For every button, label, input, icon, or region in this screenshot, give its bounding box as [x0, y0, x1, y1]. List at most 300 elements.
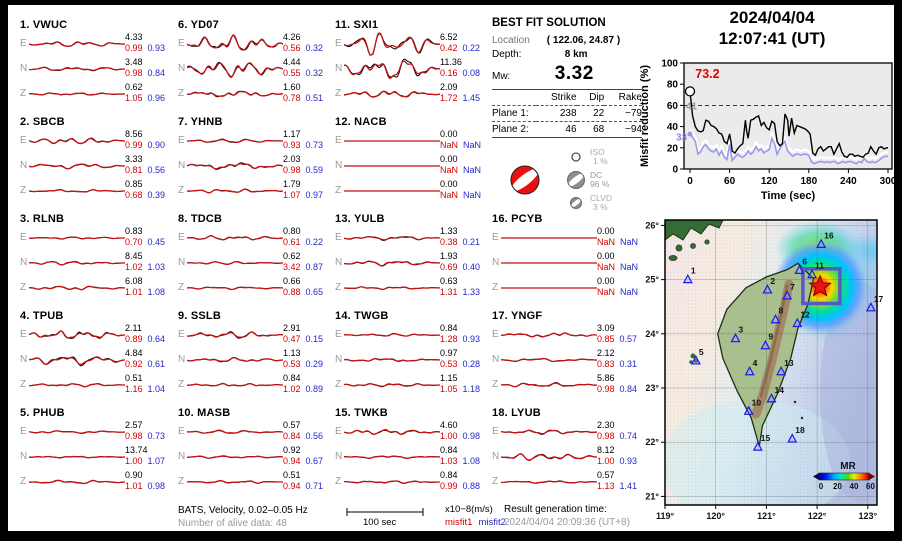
waveform-trace: [187, 179, 283, 203]
station-title: 12. NACB: [335, 116, 387, 128]
misfit2-value: 0.98: [147, 481, 166, 491]
mw-label: Mw:: [492, 71, 511, 82]
waveform-trace: [187, 373, 283, 397]
location-row: [492, 35, 654, 46]
waveform-row-YNGF-E: [492, 323, 646, 347]
peak-amplitude: 0.63: [440, 276, 458, 286]
waveform-trace: [344, 154, 440, 178]
waveform-row-RLNB-N: [20, 251, 174, 275]
component-label: N: [335, 63, 343, 74]
station-TWGB: [335, 310, 489, 397]
component-label: N: [20, 63, 28, 74]
misfit2-value: NaN: [620, 262, 639, 272]
component-label: E: [492, 426, 499, 437]
best-fit-solution-panel: [492, 17, 654, 217]
station-PHUB: [20, 407, 174, 494]
waveform-trace: [344, 348, 440, 372]
misfit2-value: 0.98: [462, 431, 481, 441]
waveform-trace: [29, 470, 125, 494]
misfit1-legend: misfit1: [445, 517, 473, 528]
colorbar-tick-label: 0: [818, 482, 824, 491]
dc-pct: 96 %: [590, 179, 610, 189]
waveform-trace: [344, 373, 440, 397]
misfit2-value: 0.71: [305, 481, 324, 491]
station-title: 6. YD07: [178, 19, 219, 31]
waveform-row-RLNB-E: [20, 226, 174, 250]
component-label: Z: [20, 476, 27, 487]
trace-values: [283, 129, 332, 151]
misfit1-value: 0.99: [440, 481, 458, 491]
waveform-trace: [187, 445, 283, 469]
waveform-trace: [187, 470, 283, 494]
waveform-trace: [29, 57, 125, 81]
plane2-rake: −94: [604, 122, 642, 138]
station-marker-label: 18: [795, 424, 805, 435]
trace-values: [440, 323, 489, 345]
station-marker-label: 8: [778, 305, 784, 316]
clvd-pct: 3 %: [593, 202, 608, 212]
waveform-trace: [29, 348, 125, 372]
peak-amplitude: 0.00: [597, 251, 615, 261]
station-marker-label: 13: [784, 357, 794, 368]
waveform-row-TPUB-Z: [20, 373, 174, 397]
station-MASB: [178, 407, 332, 494]
waveform-row-YHNB-E: [178, 129, 332, 153]
misfit1-value: 0.55: [283, 68, 301, 78]
misfit1-value: NaN: [597, 237, 616, 247]
waveform-row-MASB-N: [178, 445, 332, 469]
peak-amplitude: 4.84: [125, 348, 143, 358]
trace-values: [283, 348, 332, 370]
misfit2-value: NaN: [463, 190, 482, 200]
station-marker-label: 17: [873, 293, 884, 304]
misfit1-value: 0.53: [440, 359, 458, 369]
misfit1-value: 0.98: [125, 68, 143, 78]
waveform-trace: [344, 251, 440, 275]
svg-text:120: 120: [760, 176, 778, 187]
waveform-trace: [501, 373, 597, 397]
misfit2-value: 0.84: [147, 68, 166, 78]
misfit1-value: 0.99: [125, 140, 143, 150]
lat-label: 25°: [645, 274, 659, 285]
trace-values: [440, 226, 489, 248]
misfit2-value: 0.40: [462, 262, 481, 272]
component-label: E: [178, 232, 185, 243]
component-label: Z: [335, 282, 342, 293]
misfit1-value: 0.47: [283, 334, 301, 344]
misfit2-value: 1.45: [462, 93, 481, 103]
station-marker-label: 4: [752, 357, 758, 368]
waveform-trace: [29, 154, 125, 178]
peak-amplitude: 0.51: [125, 373, 143, 383]
plane2-dip: 68: [577, 122, 605, 138]
misfit1-value: 0.84: [283, 431, 301, 441]
trace-values: [440, 373, 489, 395]
waveform-trace: [187, 82, 283, 106]
waveform-trace: [29, 323, 125, 347]
waveform-trace: [344, 323, 440, 347]
peak-amplitude: 1.15: [440, 373, 458, 383]
trace-values: [125, 373, 174, 395]
misfit1-value: 0.53: [283, 359, 301, 369]
lon-label: 119°: [655, 511, 675, 521]
waveform-trace: [344, 129, 440, 153]
station-marker-label: 5: [698, 346, 704, 357]
misfit2-value: 0.89: [305, 384, 324, 394]
component-label: Z: [492, 379, 499, 390]
waveform-row-YNGF-N: [492, 348, 646, 372]
trace-values: [283, 57, 332, 79]
colorbar-tick-label: 40: [849, 482, 859, 491]
peak-amplitude: 4.33: [125, 32, 143, 42]
iso-pct: 1 %: [593, 156, 608, 166]
misfit2-legend: misfit2: [478, 517, 506, 528]
misfit2-value: 0.32: [305, 43, 324, 53]
peak-amplitude: 2.11: [125, 323, 142, 333]
waveform-trace: [29, 179, 125, 203]
svg-text:41: 41: [686, 101, 698, 113]
table-row: [492, 106, 642, 122]
peak-amplitude: 0.57: [597, 470, 615, 480]
misfit2-value: 0.32: [305, 68, 324, 78]
waveform-trace: [501, 226, 597, 250]
trace-values: [440, 276, 489, 298]
origin-date: 2024/04/04: [729, 8, 815, 27]
component-label: E: [492, 232, 499, 243]
misfit1-value: 0.98: [283, 165, 301, 175]
waveform-row-SBCB-E: [20, 129, 174, 153]
waveform-row-TWGB-N: [335, 348, 489, 372]
svg-text:40: 40: [666, 122, 678, 134]
peak-amplitude: 0.84: [283, 373, 301, 383]
component-label: Z: [178, 282, 185, 293]
waveform-row-TDCB-E: [178, 226, 332, 250]
station-title: 18. LYUB: [492, 407, 541, 419]
trace-values: [283, 373, 332, 395]
scalebar-label: 100 sec: [363, 517, 397, 528]
waveform-trace: [187, 129, 283, 153]
station-YULB: [335, 213, 489, 300]
peak-amplitude: 4.26: [283, 32, 301, 42]
colorbar-title: MR: [840, 461, 856, 472]
misfit1-value: 0.69: [440, 262, 458, 272]
generation-time-value: 2024/04/04 20:09:36 (UT+8): [504, 517, 630, 528]
misfit1-value: 0.88: [283, 287, 301, 297]
misfit1-value: 0.16: [440, 68, 458, 78]
lon-label: 123°: [858, 511, 878, 521]
waveform-row-MASB-E: [178, 420, 332, 444]
plane2-label: Plane 2:: [492, 122, 536, 138]
station-SBCB: [20, 116, 174, 203]
trace-values: [283, 470, 332, 492]
waveform-trace: [29, 445, 125, 469]
misfit1-value: 0.99: [125, 43, 143, 53]
misfit1-value: 0.89: [125, 334, 143, 344]
misfit2-value: 0.64: [147, 334, 166, 344]
trace-values: [440, 420, 489, 442]
misfit1-value: 0.42: [440, 43, 458, 53]
misfit-legend: [445, 517, 506, 528]
misfit1-value: NaN: [440, 190, 459, 200]
station-title: 8. TDCB: [178, 213, 223, 225]
waveform-trace: [187, 57, 283, 81]
waveform-row-YHNB-N: [178, 154, 332, 178]
station-marker-label: 2: [770, 275, 776, 286]
misfit1-value: 0.85: [597, 334, 615, 344]
component-label: N: [492, 451, 500, 462]
clvd-label: CLVD: [590, 193, 613, 203]
station-title: 2. SBCB: [20, 116, 65, 128]
lat-label: 26°: [645, 220, 659, 231]
dc-icon: [566, 171, 586, 189]
peak-amplitude: 0.85: [125, 179, 143, 189]
svg-text:60: 60: [724, 176, 736, 187]
station-TPUB: [20, 310, 174, 397]
misfit2-value: 0.51: [305, 93, 324, 103]
station-title: 15. TWKB: [335, 407, 388, 419]
waveform-trace: [501, 420, 597, 444]
waveform-row-YD07-E: [178, 32, 332, 56]
colorbar-tick-label: 60: [866, 482, 875, 491]
component-label: N: [178, 354, 186, 365]
waveform-row-YNGF-Z: [492, 373, 646, 397]
waveform-trace: [29, 129, 125, 153]
component-label: N: [492, 354, 500, 365]
location-label: Location: [492, 35, 530, 46]
depth-value: 8 km: [564, 49, 588, 60]
waveform-row-MASB-Z: [178, 470, 332, 494]
misfit2-value: 0.15: [305, 334, 324, 344]
station-RLNB: [20, 213, 174, 300]
misfit2-value: NaN: [620, 287, 639, 297]
misfit1-value: NaN: [597, 287, 616, 297]
station-TDCB: [178, 213, 332, 300]
station-marker-label: 3: [738, 324, 744, 335]
figure-canvas: [8, 5, 894, 531]
trace-values: [125, 32, 174, 54]
waveform-row-RLNB-Z: [20, 276, 174, 300]
component-label: N: [335, 354, 343, 365]
station-marker-label: 7: [790, 281, 795, 292]
lon-label: 122°: [807, 511, 827, 521]
waveform-row-SSLB-N: [178, 348, 332, 372]
waveform-row-SSLB-E: [178, 323, 332, 347]
component-label: E: [335, 232, 342, 243]
misfit1-value: 1.07: [283, 190, 301, 200]
peak-amplitude: 0.00: [440, 179, 458, 189]
peak-amplitude: 1.33: [440, 226, 458, 236]
waveform-trace: [501, 276, 597, 300]
peak-amplitude: 0.00: [597, 276, 615, 286]
peak-amplitude: 0.80: [283, 226, 301, 236]
peak-amplitude: 8.12: [597, 445, 615, 455]
amplitude-unit: x10−8(m/s): [445, 504, 493, 515]
misfit1-value: 0.70: [125, 237, 143, 247]
station-title: 7. YHNB: [178, 116, 223, 128]
waveform-row-SXI1-Z: [335, 82, 489, 106]
waveform-row-PCYB-Z: [492, 276, 646, 300]
misfit2-value: 1.18: [462, 384, 481, 394]
misfit2-value: 1.33: [462, 287, 481, 297]
station-title: 13. YULB: [335, 213, 385, 225]
station-PCYB: [492, 213, 646, 300]
component-label: E: [178, 38, 185, 49]
waveform-trace: [501, 348, 597, 372]
station-marker-label: 9: [768, 331, 774, 342]
waveform-row-YD07-Z: [178, 82, 332, 106]
misfit2-value: 0.61: [147, 359, 166, 369]
location-value: ( 122.06, 24.87 ): [546, 35, 621, 46]
component-label: E: [335, 38, 342, 49]
misfit2-value: 0.96: [147, 93, 166, 103]
peak-amplitude: 8.45: [125, 251, 143, 261]
plane2-strike: 46: [536, 122, 576, 138]
station-title: 14. TWGB: [335, 310, 389, 322]
misfit2-value: NaN: [463, 165, 482, 175]
svg-text:180: 180: [800, 176, 818, 187]
trace-values: [125, 470, 174, 492]
peak-amplitude: 0.00: [597, 226, 615, 236]
waveform-trace: [501, 251, 597, 275]
misfit2-value: 0.73: [147, 431, 166, 441]
waveform-row-NACB-E: [335, 129, 489, 153]
peak-amplitude: 1.17: [283, 129, 301, 139]
misfit1-value: 1.72: [440, 93, 458, 103]
waveform-trace: [501, 323, 597, 347]
waveform-trace: [29, 276, 125, 300]
waveform-trace: [187, 154, 283, 178]
component-label: E: [20, 38, 27, 49]
waveform-row-TWGB-Z: [335, 373, 489, 397]
misfit1-value: 1.02: [283, 384, 301, 394]
waveform-row-SXI1-E: [335, 32, 489, 56]
peak-amplitude: 11.36: [440, 57, 462, 67]
peak-amplitude: 0.84: [440, 323, 458, 333]
waveform-row-LYUB-Z: [492, 470, 646, 494]
misfit1-value: 0.94: [283, 456, 301, 466]
waveform-trace: [187, 251, 283, 275]
peak-amplitude: 2.91: [283, 323, 301, 333]
waveform-trace: [187, 420, 283, 444]
misfit1-value: 1.05: [125, 93, 143, 103]
misfit2-value: 0.56: [305, 431, 324, 441]
component-label: N: [20, 354, 28, 365]
waveform-row-TDCB-Z: [178, 276, 332, 300]
misfit1-value: 0.83: [597, 359, 615, 369]
station-title: 3. RLNB: [20, 213, 65, 225]
trace-values: [125, 276, 174, 298]
peak-amplitude: 0.00: [440, 129, 458, 139]
misfit1-value: 0.92: [125, 359, 143, 369]
peak-amplitude: 0.84: [440, 470, 458, 480]
waveform-trace: [187, 32, 283, 56]
waveform-trace: [344, 445, 440, 469]
component-label: E: [178, 329, 185, 340]
component-label: Z: [492, 282, 499, 293]
component-label: E: [20, 135, 27, 146]
component-label: E: [335, 329, 342, 340]
trace-values: [440, 82, 489, 104]
plane1-label: Plane 1:: [492, 106, 536, 122]
peak-amplitude: 2.03: [283, 154, 301, 164]
component-label: E: [178, 135, 185, 146]
waveform-trace: [187, 348, 283, 372]
peak-amplitude: 3.48: [125, 57, 143, 67]
component-label: Z: [335, 379, 342, 390]
waveform-trace: [501, 445, 597, 469]
peak-amplitude: 13.74: [125, 445, 148, 455]
misfit2-value: 0.88: [462, 481, 481, 491]
station-title: 1. VWUC: [20, 19, 68, 31]
trace-values: [283, 445, 332, 467]
station-marker-label: 6: [802, 256, 808, 267]
station-TWKB: [335, 407, 489, 494]
trace-values: [125, 129, 174, 151]
component-label: N: [178, 451, 186, 462]
misfit2-value: 1.04: [147, 384, 166, 394]
trace-values: [125, 348, 174, 370]
waveform-row-PCYB-E: [492, 226, 646, 250]
misfit2-value: NaN: [620, 237, 639, 247]
waveform-trace: [344, 276, 440, 300]
col-dip: Dip: [577, 90, 605, 106]
trace-values: [440, 470, 489, 492]
solution-title: BEST FIT SOLUTION: [492, 17, 606, 29]
misfit1-value: 0.68: [125, 190, 143, 200]
peak-amplitude: 2.57: [125, 420, 143, 430]
misfit1-value: 0.56: [283, 43, 301, 53]
waveform-trace: [29, 420, 125, 444]
station-marker-label: 14: [774, 384, 784, 395]
plane1-dip: 22: [577, 106, 605, 122]
station-title: 5. PHUB: [20, 407, 65, 419]
fault-plane-table: [492, 89, 642, 138]
trace-values: [125, 226, 174, 248]
waveform-row-PCYB-N: [492, 251, 646, 275]
waveform-row-TDCB-N: [178, 251, 332, 275]
misfit1-value: 0.98: [597, 384, 615, 394]
depth-label: Depth:: [492, 49, 522, 60]
component-label: N: [20, 451, 28, 462]
waveform-row-YULB-N: [335, 251, 489, 275]
waveform-trace: [29, 32, 125, 56]
misfit1-value: 3.42: [283, 262, 301, 272]
component-label: E: [178, 426, 185, 437]
misfit-reduction-plot: [636, 51, 894, 209]
trace-values: [283, 179, 332, 201]
lat-label: 22°: [645, 437, 659, 448]
waveform-trace: [187, 226, 283, 250]
misfit1-value: 0.81: [125, 165, 143, 175]
trace-values: [440, 32, 489, 54]
component-label: N: [335, 451, 343, 462]
lat-label: 24°: [645, 328, 659, 339]
trace-values: [283, 226, 332, 248]
waveform-row-TWGB-E: [335, 323, 489, 347]
trace-values: [125, 82, 174, 104]
taiwan-map: [635, 212, 894, 526]
svg-text:240: 240: [840, 176, 857, 187]
peak-amplitude: 5.86: [597, 373, 615, 383]
component-label: Z: [335, 476, 342, 487]
waveform-trace: [501, 470, 597, 494]
component-label: N: [492, 257, 500, 268]
peak-amplitude: 0.83: [125, 226, 143, 236]
lon-label: 120°: [706, 511, 726, 521]
misfit1-value: 0.93: [283, 140, 301, 150]
waveform-trace: [29, 251, 125, 275]
waveform-row-NACB-N: [335, 154, 489, 178]
